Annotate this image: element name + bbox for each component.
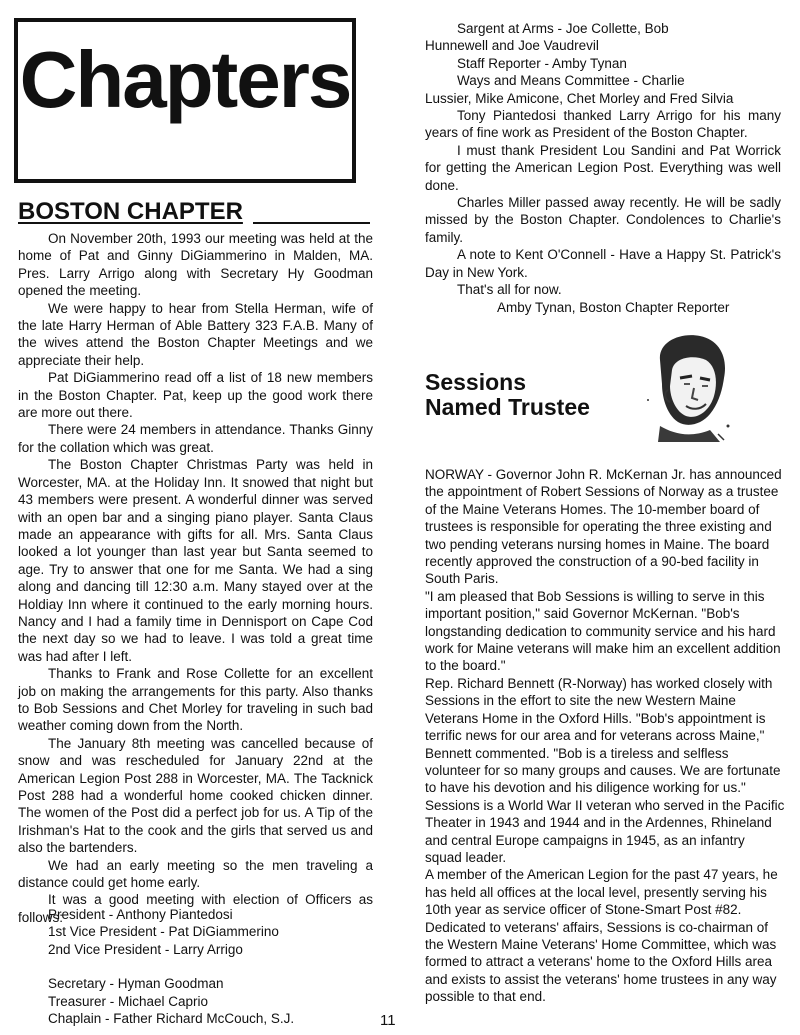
officer-item: President - Anthony Piantedosi: [48, 907, 233, 922]
paragraph: A member of the American Legion for the past 47 years, he has held all offices at the local level, presently serving his 10th year as service officer of Stone-Smart Post #82. Dedicated to veterans' affairs, Sessions is co-chairman of the Western Maine Veterans' Home Committee, which was formed to attract a veterans' home to the Oxford Hills area and exists to assist the veterans' home trustees in any way possible to that end.: [425, 867, 778, 1005]
officer-item: Secretary - Hyman Goodman: [48, 976, 224, 992]
officer-item: Chaplain - Father Richard McCouch, S.J.: [48, 1011, 295, 1027]
paragraph: Tony Piantedosi thanked Larry Arrigo for his many years of fine work as President of the Boston Chapter.: [425, 108, 781, 141]
paragraph: A note to Kent O'Connell - Have a Happy St. Patrick's Day in New York.: [425, 247, 781, 280]
sessions-article-body: [425, 466, 785, 1006]
officer-item-continued: Lussier, Mike Amicone, Chet Morley and Fred Silvia: [425, 90, 734, 106]
paragraph: Rep. Richard Bennett (R-Norway) has worked closely with Sessions in the effort to site the new Western Maine Veterans Home in the Oxford Hills. "Bob's appointment is terrific news for our area and for veterans across Maine," Bennett commented. "Bob is a tireless and selfless volunteer for so many groups and causes. We are fortunate to have his devotion and his diligence working for us.": [425, 675, 781, 796]
officer-item-continued: Hunnewell and Joe Vaudrevil: [425, 38, 599, 54]
paragraph: Charles Miller passed away recently. He will be sadly missed by the Boston Chapter. Condolences to Charlie's family.: [425, 195, 781, 245]
paragraph: I must thank President Lou Sandini and Pat Worrick for getting the American Legion Post. Everything was well done.: [425, 142, 781, 193]
officer-item: 1st Vice President - Pat DiGiammerino: [48, 924, 279, 940]
paragraph: On November 20th, 1993 our meeting was held at the home of Pat and Ginny DiGiammerino in Malden, MA. Pres. Larry Arrigo along with Secretary Hy Goodman opened the meeting.: [18, 231, 373, 299]
page-title: Chapters: [19, 35, 351, 124]
paragraph: "I am pleased that Bob Sessions is willing to serve in this important position," said Governor McKernan. "Bob's longstanding dedication to community service and his hard work for Maine veterans will make him an excellent addition to the board.": [425, 588, 781, 674]
paragraph: We were happy to hear from Stella Herman, wife of the late Harry Herman of Able Battery 323 F.A.B. Many of the wives attend the Boston Chapter Meetings and we appreciate their help.: [18, 300, 373, 368]
paragraph: It was a good meeting with election of Officers as follows:: [18, 892, 373, 925]
boston-chapter-continued: [425, 20, 781, 316]
officer-item: Treasurer - Michael Caprio: [48, 993, 209, 1009]
paragraph: The January 8th meeting was cancelled because of snow and was rescheduled for January 22nd at the American Legion Post 288 in Worcester, MA. The Tacknick Post 288 had a wonderful home cooked chicken dinner. The women of the Post did a perfect job for us. A Tip of the Irishman's Hat to the cook and the girls that served us and also the bartenders.: [18, 735, 373, 856]
officer-item: 2nd Vice President - Larry Arrigo: [48, 941, 243, 957]
spacer: [48, 958, 368, 975]
paragraph: We had an early meeting so the men traveling a distance could get home early.: [18, 857, 373, 891]
paragraph: That's all for now.: [457, 282, 562, 298]
officer-item: Sargent at Arms - Joe Collette, Bob: [457, 21, 669, 36]
officer-item: Ways and Means Committee - Charlie: [457, 73, 685, 89]
headline-line: Sessions: [425, 369, 526, 395]
paragraph: NORWAY - Governor John R. McKernan Jr. has announced the appointment of Robert Sessions of Norway as a trustee of the Maine Veterans Homes. The 10-member board of trustees is responsible for operating the three existing and two pending veterans nursing homes in Maine. The board recently approved the construction of a 90-bed facility in South Paris.: [425, 467, 782, 587]
boston-chapter-heading: BOSTON CHAPTER: [18, 200, 370, 224]
paragraph: Thanks to Frank and Rose Collette for an excellent job on making the arrangements for this party. Also thanks to Bob Sessions and Chet Morley for traveling in such bad weather coming down from the North.: [18, 666, 373, 734]
paragraph: The Boston Chapter Christmas Party was held in Worcester, MA. at the Holiday Inn. It snowed that night but 43 members were present. A wonderful dinner was served with an open bar and a singing piano player. Santa Claus made an appearance with gifts for all. Mrs. Santa Claus looked a lot younger than last year but Santa seemed to age. Try to answer that one for me Santa. We had a sing along and dancing till 12:30 a.m. Many stayed over at the Holdiay Inn where it continued to the early morning hours. Nancy and I had a family time in Dennisport on Cape Cod the next day so we had to leave. I was told a great time was had after I left.: [18, 457, 373, 664]
officers-list: [48, 906, 368, 1027]
sessions-headline: [425, 370, 645, 420]
paragraph: There were 24 members in attendance. Thanks Ginny for the collation which was great.: [18, 422, 373, 455]
portrait-photo: [640, 330, 740, 445]
paragraph: Sessions is a World War II veteran who served in the Pacific Theater in 1943 and 1944 and in the Ardennes, Rhineland and central Europe campaigns in 1945, as an infantry squad leader.: [425, 797, 785, 865]
boston-chapter-body: [18, 230, 373, 926]
headline-line: Named Trustee: [425, 394, 590, 420]
officer-item: Staff Reporter - Amby Tynan: [457, 55, 627, 71]
paragraph: Pat DiGiammerino read off a list of 18 new members in the Boston Chapter. Pat, keep up the good work there are more out there.: [18, 370, 373, 421]
reporter-signature: Amby Tynan, Boston Chapter Reporter: [497, 299, 730, 315]
page-number: 11: [380, 1012, 396, 1029]
